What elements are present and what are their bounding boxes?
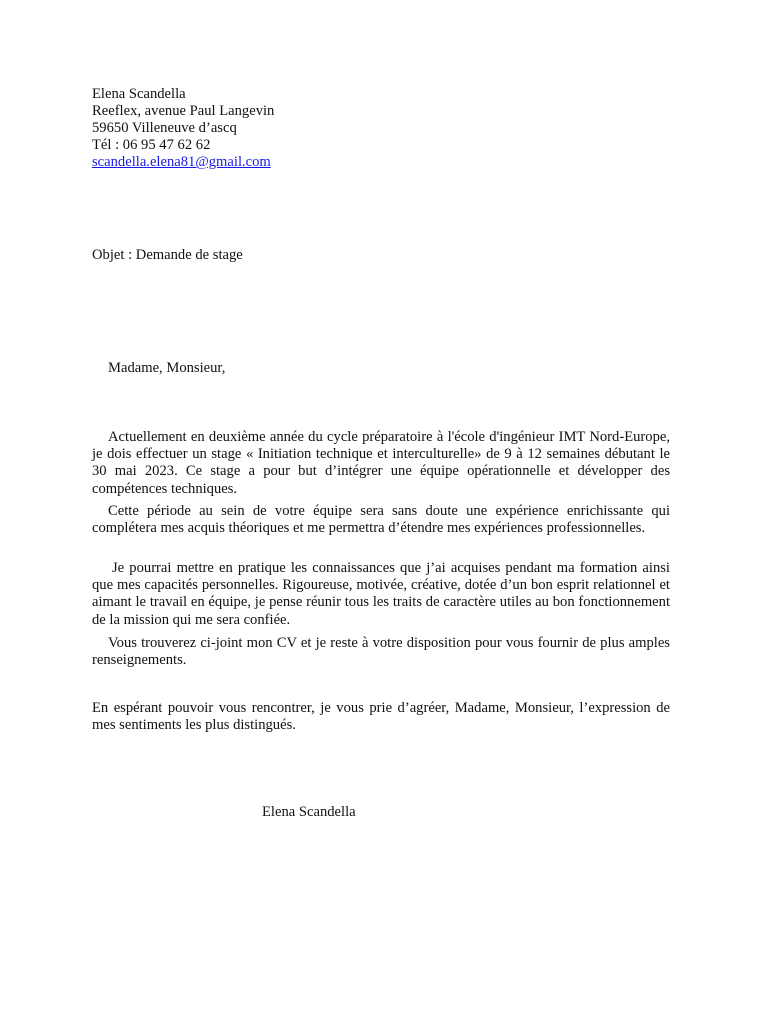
paragraph-4: Vous trouverez ci-joint mon CV et je reste à votre disposition pour vous fournir de plus amples renseignements. xyxy=(92,635,670,669)
paragraph-1: Actuellement en deuxième année du cycle préparatoire à l'école d'ingénieur IMT Nord-Europe, je dois effectuer un stage « Initiation technique et interculturelle» de 9 à 12 semaines débutant le 30 mai 2023. Ce stage a pour but d’intégrer une équipe opérationnelle et développer des compétences techniques. xyxy=(92,429,670,497)
sender-block xyxy=(92,86,672,171)
sender-address: Reeflex, avenue Paul Langevin xyxy=(92,103,275,119)
closing-paragraph: En espérant pouvoir vous rencontrer, je vous prie d’agréer, Madame, Monsieur, l’expression de mes sentiments les plus distingués. xyxy=(92,700,670,734)
salutation: Madame, Monsieur, xyxy=(108,360,226,376)
object-line: Objet : Demande de stage xyxy=(92,247,243,263)
paragraph-3: Je pourrai mettre en pratique les connaissances que j’ai acquises pendant ma formation ainsi que mes capacités personnelles. Rigoureuse, motivée, créative, dotée d’un bon esprit relationnel et aimant le travail en équipe, je pense réunir tous les traits de caractère utiles au bon fonctionnement de la mission qui me sera confiée. xyxy=(92,560,670,628)
sender-email-link[interactable]: scandella.elena81@gmail.com xyxy=(92,154,271,170)
sender-city: 59650 Villeneuve d’ascq xyxy=(92,120,237,136)
sender-phone: Tél : 06 95 47 62 62 xyxy=(92,137,211,153)
paragraph-2: Cette période au sein de votre équipe sera sans doute une expérience enrichissante qui complétera mes acquis théoriques et me permettra d’étendre mes expériences professionnelles. xyxy=(92,503,670,537)
signature: Elena Scandella xyxy=(262,804,356,820)
sender-name: Elena Scandella xyxy=(92,86,186,102)
